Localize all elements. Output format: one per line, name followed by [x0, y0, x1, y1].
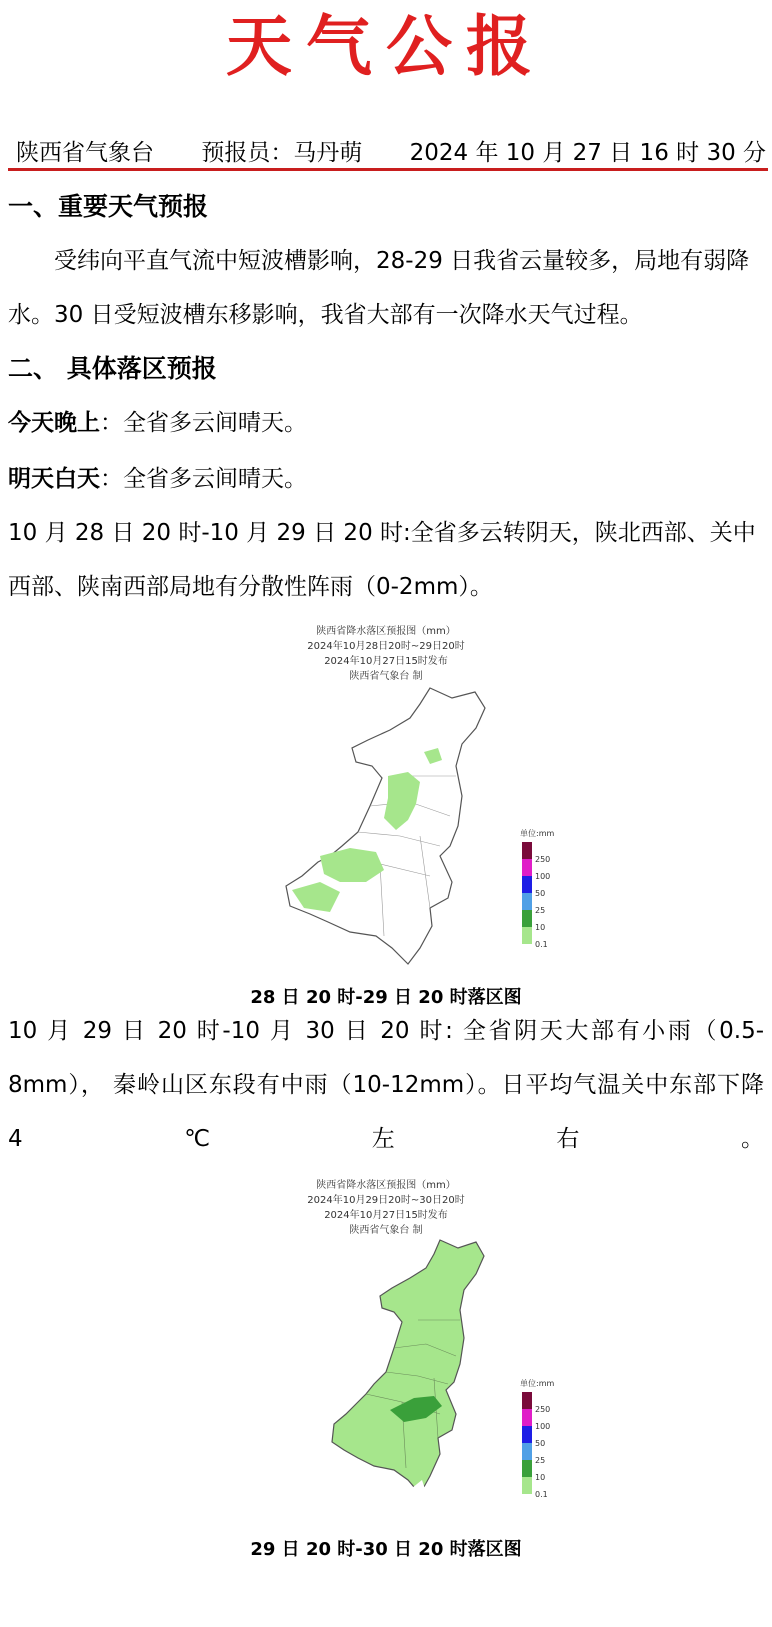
map2-province-outline: [332, 1240, 484, 1494]
map2-legend: [514, 1376, 564, 1506]
map1-legend-unit: 单位:mm: [520, 829, 555, 838]
header-rule: [8, 168, 768, 171]
map2-heading2: 2024年10月29日20时~30日20时: [307, 1195, 465, 1206]
map1-legend-swatch-250: [522, 842, 532, 859]
tomorrow-forecast: [8, 452, 764, 506]
tonight-text: ：全省多云间晴天。: [100, 410, 307, 436]
map1-legend-swatch-100: [522, 859, 532, 876]
period1-text: :全省多云转阴天，陕北西部、关中西部、陕南西部局地有分散性阵雨（0-2mm）。: [8, 520, 756, 600]
map1-legend-label: 25: [535, 906, 546, 915]
map2-legend-swatch-0.1: [522, 1477, 532, 1494]
map1-legend: [514, 826, 564, 956]
issue-datetime: 2024 年 10 月 27 日 16 时 30 分: [409, 140, 767, 166]
period1-forecast: [8, 506, 764, 614]
map1-legend-label: 100: [535, 872, 551, 881]
map1-legend-swatch-10: [522, 910, 532, 927]
tomorrow-label: 明天白天: [8, 466, 100, 492]
map1-heading2: 2024年10月28日20时~29日20时: [307, 641, 465, 652]
tonight-label: 今天晚上: [8, 410, 100, 436]
map1-legend-swatch-50: [522, 876, 532, 893]
map2-legend-swatch-10: [522, 1460, 532, 1477]
map2-heading1: 陕西省降水落区预报图（mm）: [316, 1180, 456, 1191]
bulletin-header: [16, 138, 768, 168]
map2-legend-label: 50: [535, 1439, 546, 1448]
map2-legend-label: 250: [535, 1405, 551, 1414]
map2-legend-label: 100: [535, 1422, 551, 1431]
map2-legend-swatch-50: [522, 1426, 532, 1443]
map2-heading3: 2024年10月27日15时发布: [324, 1210, 448, 1221]
map2-caption: 29 日 20 时-30 日 20 时落区图: [250, 1539, 522, 1560]
section2-heading: 二、 具体落区预报: [8, 354, 217, 383]
issuing-office: 陕西省气象台: [16, 140, 154, 166]
map2-header: [0, 1178, 772, 1238]
map2-heading4: 陕西省气象台 制: [349, 1225, 423, 1236]
map2-legend-label: 10: [535, 1473, 546, 1482]
tonight-forecast: [8, 396, 764, 450]
map1-legend-label: 0.1: [535, 940, 548, 949]
map1-legend-swatch-0.1: [522, 927, 532, 944]
tomorrow-text: ：全省多云间晴天。: [100, 466, 307, 492]
map1-heading1: 陕西省降水落区预报图（mm）: [316, 626, 456, 637]
map1-heading3: 2024年10月27日15时发布: [324, 656, 448, 667]
period2-text: : 全省阴天大部有小雨（0.5-8mm）， 秦岭山区东段有中雨（10-12mm）。日平均气温关中东部下降 4℃左右。: [8, 1018, 765, 1152]
section1-paragraph: 受纬向平直气流中短波槽影响，28-29 日我省云量较多，局地有弱降水。30 日受短波槽东移影响，我省大部有一次降水天气过程。: [8, 248, 750, 328]
map2-legend-label: 0.1: [535, 1490, 548, 1499]
map1-legend-label: 10: [535, 923, 546, 932]
map2-legend-swatch-100: [522, 1409, 532, 1426]
map2-legend-swatch-250: [522, 1392, 532, 1409]
map1-province-outline: [286, 688, 485, 964]
map2-legend-swatch-25: [522, 1443, 532, 1460]
bulletin-title: 天气公报: [226, 7, 546, 85]
period1-label: 10 月 28 日 20 时-10 月 29 日 20 时: [8, 520, 404, 546]
forecaster: 预报员：马丹萌: [201, 140, 363, 166]
map1-heading4: 陕西省气象台 制: [349, 671, 423, 682]
map1-caption: 28 日 20 时-29 日 20 时落区图: [250, 987, 522, 1008]
map1-legend-label: 50: [535, 889, 546, 898]
map2-legend-unit: 单位:mm: [520, 1379, 555, 1388]
map2-legend-label: 25: [535, 1456, 546, 1465]
section1-heading: 一、重要天气预报: [8, 192, 209, 221]
period2-label: 10 月 29 日 20 时-10 月 30 日 20 时: [8, 1018, 446, 1044]
map1-header: [0, 624, 772, 684]
map1-legend-swatch-25: [522, 893, 532, 910]
period2-forecast: [8, 1004, 764, 1166]
map1-legend-label: 250: [535, 855, 551, 864]
